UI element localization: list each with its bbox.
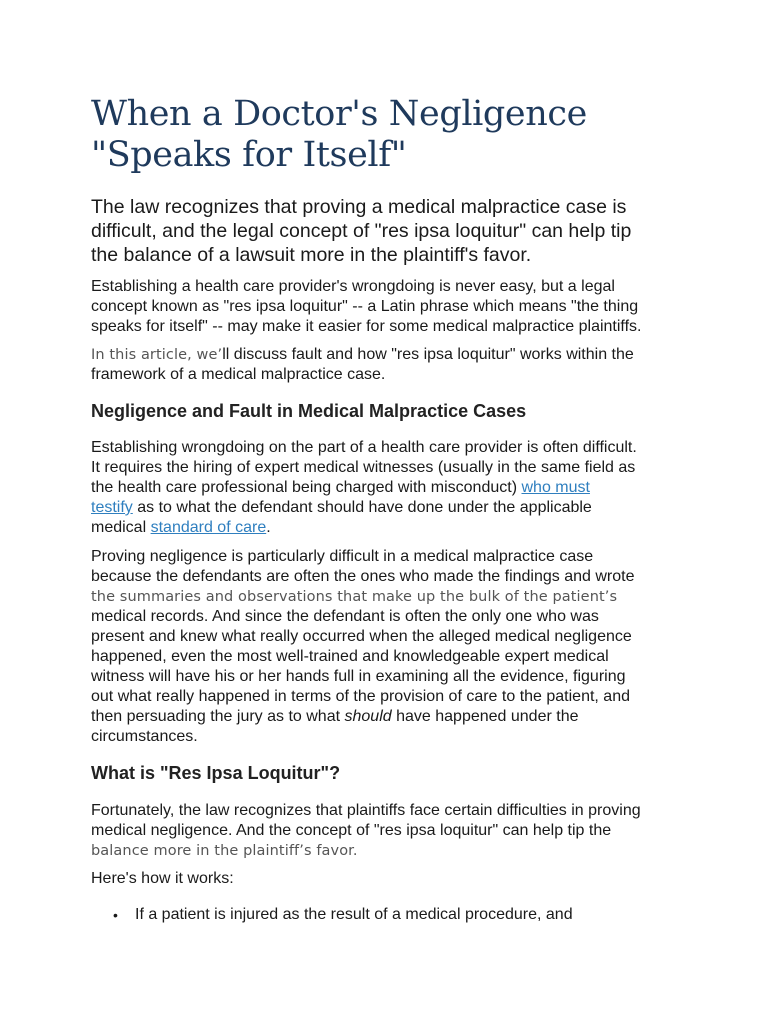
s1p2-final-line: circumstances.	[91, 728, 198, 745]
article-title	[91, 94, 587, 176]
list-item	[91, 905, 573, 925]
article-intro-light: In this article, we’	[91, 347, 223, 363]
subtitle-line: difficult, and the legal concept of "res ipsa loquitur" can help tip	[91, 220, 632, 242]
title-line-2: "Speaks for Itself"	[91, 135, 407, 175]
intro-line: speaks for itself" -- may make it easier for some medical malpractice plaintiffs.	[91, 318, 642, 335]
article-intro-line-2: framework of a medical malpractice case.	[91, 366, 386, 383]
s1p2-line: happened, even the most well-trained and knowledgeable expert medical	[91, 648, 609, 665]
intro-paragraph	[91, 277, 641, 337]
section-heading-negligence: Negligence and Fault in Medical Malpractice Cases	[91, 401, 527, 421]
s2p1-line: medical negligence. And the concept of "res ipsa loquitur" can help tip the	[91, 822, 612, 839]
section-heading-res-ipsa: What is "Res Ipsa Loquitur"?	[91, 763, 341, 783]
subtitle-line: the balance of a lawsuit more in the plaintiff's favor.	[91, 244, 532, 266]
testify-link[interactable]: testify	[91, 499, 133, 516]
s1p2-last-pre: then persuading the jury as to what	[91, 708, 341, 725]
s1p2-line: Proving negligence is particularly difficult in a medical malpractice case	[91, 548, 594, 565]
section2-paragraph-1	[91, 801, 641, 861]
section1-paragraph-2	[91, 547, 635, 747]
s1p1-line-3	[91, 478, 637, 498]
s1p1-line5-text: medical	[91, 519, 147, 536]
section2-paragraph-2	[91, 869, 234, 889]
subtitle-line: The law recognizes that proving a medical malpractice case is	[91, 196, 627, 218]
bullet-icon: •	[113, 907, 118, 923]
s1p2-line: medical records. And since the defendant is often the only one who was	[91, 608, 599, 625]
s2p1-line: Fortunately, the law recognizes that plaintiffs face certain difficulties in proving	[91, 802, 641, 819]
s1p2-last-post: have happened under the	[396, 708, 579, 725]
s1p2-light-line: the summaries and observations that make up the bulk of the patient’s	[91, 589, 618, 605]
standard-of-care-link[interactable]: standard of care	[150, 519, 267, 536]
article-subtitle	[91, 195, 691, 267]
list-item-text: If a patient is injured as the result of a medical procedure, and	[135, 906, 573, 923]
s1p2-line: witness will have his or her hands full in examining all the evidence, figuring	[91, 668, 626, 685]
how-it-works-list	[91, 905, 573, 925]
s1p1-line: Establishing wrongdoing on the part of a health care provider is often difficult.	[91, 439, 637, 456]
section1-paragraph-1	[91, 438, 637, 538]
s1p1-line3-text: the health care professional being charged with misconduct)	[91, 479, 518, 496]
s1p2-line: out what really happened in terms of the provision of care to the patient, and	[91, 688, 630, 705]
s2p1-light-line: balance more in the plaintiff’s favor.	[91, 843, 358, 859]
article-intro-line-1	[91, 345, 634, 365]
s1p1-line: It requires the hiring of expert medical witnesses (usually in the same field as	[91, 459, 636, 476]
s1p1-line4-text: as to what the defendant should have done under the applicable	[137, 499, 592, 516]
who-must-link[interactable]: who must	[521, 479, 590, 496]
s1p2-line: present and knew what really occurred when the alleged medical negligence	[91, 628, 632, 645]
s1p1-line-4	[91, 498, 637, 518]
intro-line: concept known as "res ipsa loquitur" -- a Latin phrase which means "the thing	[91, 298, 639, 315]
article-intro-paragraph	[91, 345, 634, 385]
s1p2-last-line	[91, 707, 635, 727]
s2p2-line: Here's how it works:	[91, 870, 234, 887]
s1p1-period: .	[266, 519, 271, 536]
article-intro-rest: ll discuss fault and how "res ipsa loquitur" works within the	[222, 346, 634, 363]
intro-line: Establishing a health care provider's wrongdoing is never easy, but a legal	[91, 278, 615, 295]
s1p2-line: because the defendants are often the ones who made the findings and wrote	[91, 568, 635, 585]
s1p1-line-5	[91, 518, 637, 538]
emphasis-should: should	[344, 708, 392, 725]
title-line-1: When a Doctor's Negligence	[91, 94, 587, 134]
